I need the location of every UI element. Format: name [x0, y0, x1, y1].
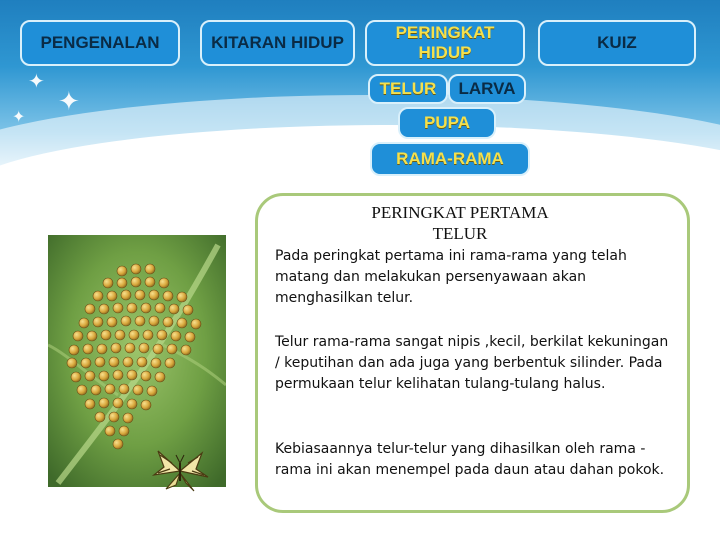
nav-pengenalan-button[interactable]: PENGENALAN: [20, 20, 180, 66]
nav-kuiz-button[interactable]: KUIZ: [538, 20, 696, 66]
content-title: [300, 202, 620, 244]
nav-telur-button[interactable]: TELUR: [368, 74, 448, 104]
nav-pupa-button[interactable]: PUPA: [398, 107, 496, 139]
sparkle-icon: ✦: [58, 86, 80, 116]
title-line-2: TELUR: [432, 224, 488, 243]
butterfly-icon: [150, 445, 212, 497]
paragraph-1: Pada peringkat pertama ini rama-rama yang telah matang dan melakukan persenyawaan akan menghasilkan telur.: [275, 248, 627, 306]
paragraph-3: Kebiasaannya telur-telur yang dihasilkan oleh rama -rama ini akan menempel pada daun atau dahan pokok.: [275, 441, 665, 478]
paragraph-2: Telur rama-rama sangat nipis ,kecil, berkilat kekuningan / keputihan dan ada juga yang berbentuk silinder. Pada permukaan telur kelihatan tulang-tulang halus.: [275, 334, 669, 392]
title-line-1: PERINGKAT PERTAMA: [371, 203, 549, 222]
sparkle-icon: ✦: [12, 109, 26, 126]
nav-rama-rama-button[interactable]: RAMA-RAMA: [370, 142, 530, 176]
nav-kitaran-hidup-button[interactable]: KITARAN HIDUP: [200, 20, 355, 66]
sparkle-icon: ✦: [28, 71, 45, 93]
nav-larva-button[interactable]: LARVA: [448, 74, 526, 104]
nav-peringkat-hidup-button[interactable]: PERINGKAT HIDUP: [365, 20, 525, 66]
